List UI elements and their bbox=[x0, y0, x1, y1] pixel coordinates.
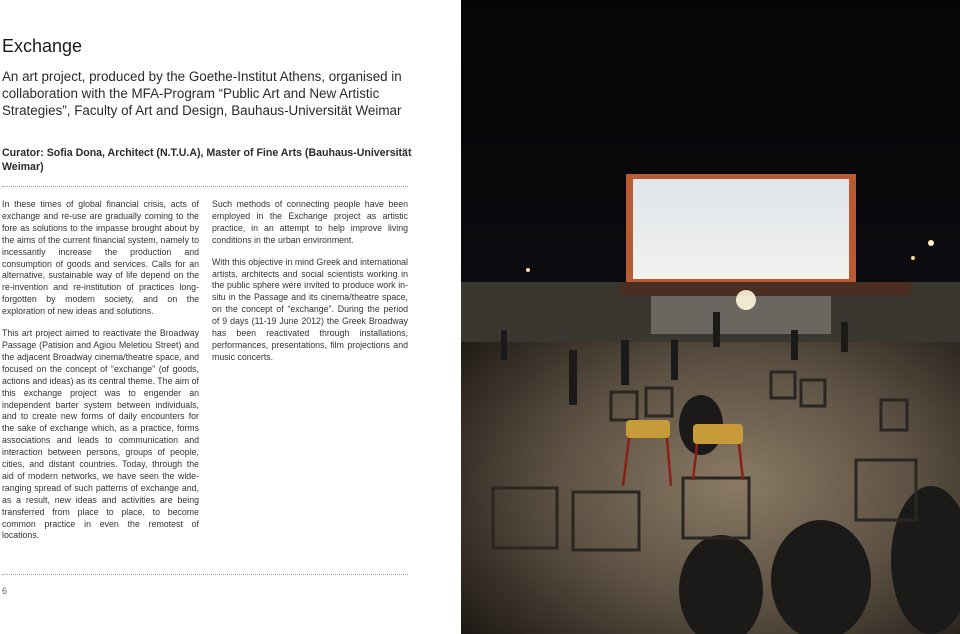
bottom-divider bbox=[2, 574, 408, 575]
stage-light bbox=[736, 290, 756, 310]
open-air-cinema-photo bbox=[461, 0, 960, 634]
project-description: An art project, produced by the Goethe-Institut Athens, organised in collaboration with the MFA-Program “Public Art and New Artistic Strategies”, Faculty of Art and Design, Bauhaus-Universität Weimar bbox=[2, 69, 402, 118]
curator-credit: Curator: Sofia Dona, Architect (N.T.U.A), Master of Fine Arts (Bauhaus-Universität Weimar) bbox=[2, 147, 412, 173]
page-number: 6 bbox=[2, 586, 8, 596]
paragraph: Such methods of connecting people have been employed in the Exchange project as artistic practice, in an attempt to help improve living conditions in the urban environment. bbox=[212, 199, 408, 245]
text-column-left bbox=[2, 199, 199, 552]
paragraph: With this objective in mind Greek and international artists, architects and social scientists working in the public sphere were invited to produce work in-situ in the Passage and its cinema/theatre space, on the concept of “exchange”. During the period of 9 days (11-19 June 2012) the Greek Broadway has been reactivated through installations, performances, presentations, film projections and music concerts. bbox=[212, 256, 408, 362]
street-lamp bbox=[928, 240, 934, 246]
street-lamp bbox=[526, 268, 530, 272]
text-column-right bbox=[212, 199, 408, 374]
cinema-screen bbox=[633, 179, 849, 279]
top-divider bbox=[2, 186, 408, 187]
top-margin bbox=[0, 0, 460, 30]
paragraph: In these times of global financial crisis, acts of exchange and re-use are gradually coming to the fore as solutions to the impasse brought about by the aims of the current financial system, namely to incessantly increase the production and consumption of goods and services. Calls for an alternative, sustainable way of life depend on the re-invention and re-institution of practices long-forgotten by modern society, and on the exploration of new ideas and solutions. bbox=[2, 199, 199, 317]
street-lamp bbox=[911, 256, 915, 260]
paragraph: This art project aimed to reactivate the Broadway Passage (Patision and Agiou Meletiou Street) and the adjacent Broadway cinema/theatre space, and focused on the concept of “exchange” (of goods, actions and ideas) as its central theme. The aim of this exchange project was to engender an independent barter system between individuals, and to create new forms of daily encounters for the sake of exchange which, as a practice, forms associations and leads to communication and interaction between persons, groups of people, cities, and distant countries. Today, through the aid of modern networks, we have seen the wide-ranging spread of such patterns of exchange and, as a result, new ideas and activities are being transferred from place to place, to become common practice in even the remotest of locations. bbox=[2, 328, 199, 541]
stage-edge bbox=[621, 282, 911, 296]
page-title: Exchange bbox=[2, 36, 83, 56]
